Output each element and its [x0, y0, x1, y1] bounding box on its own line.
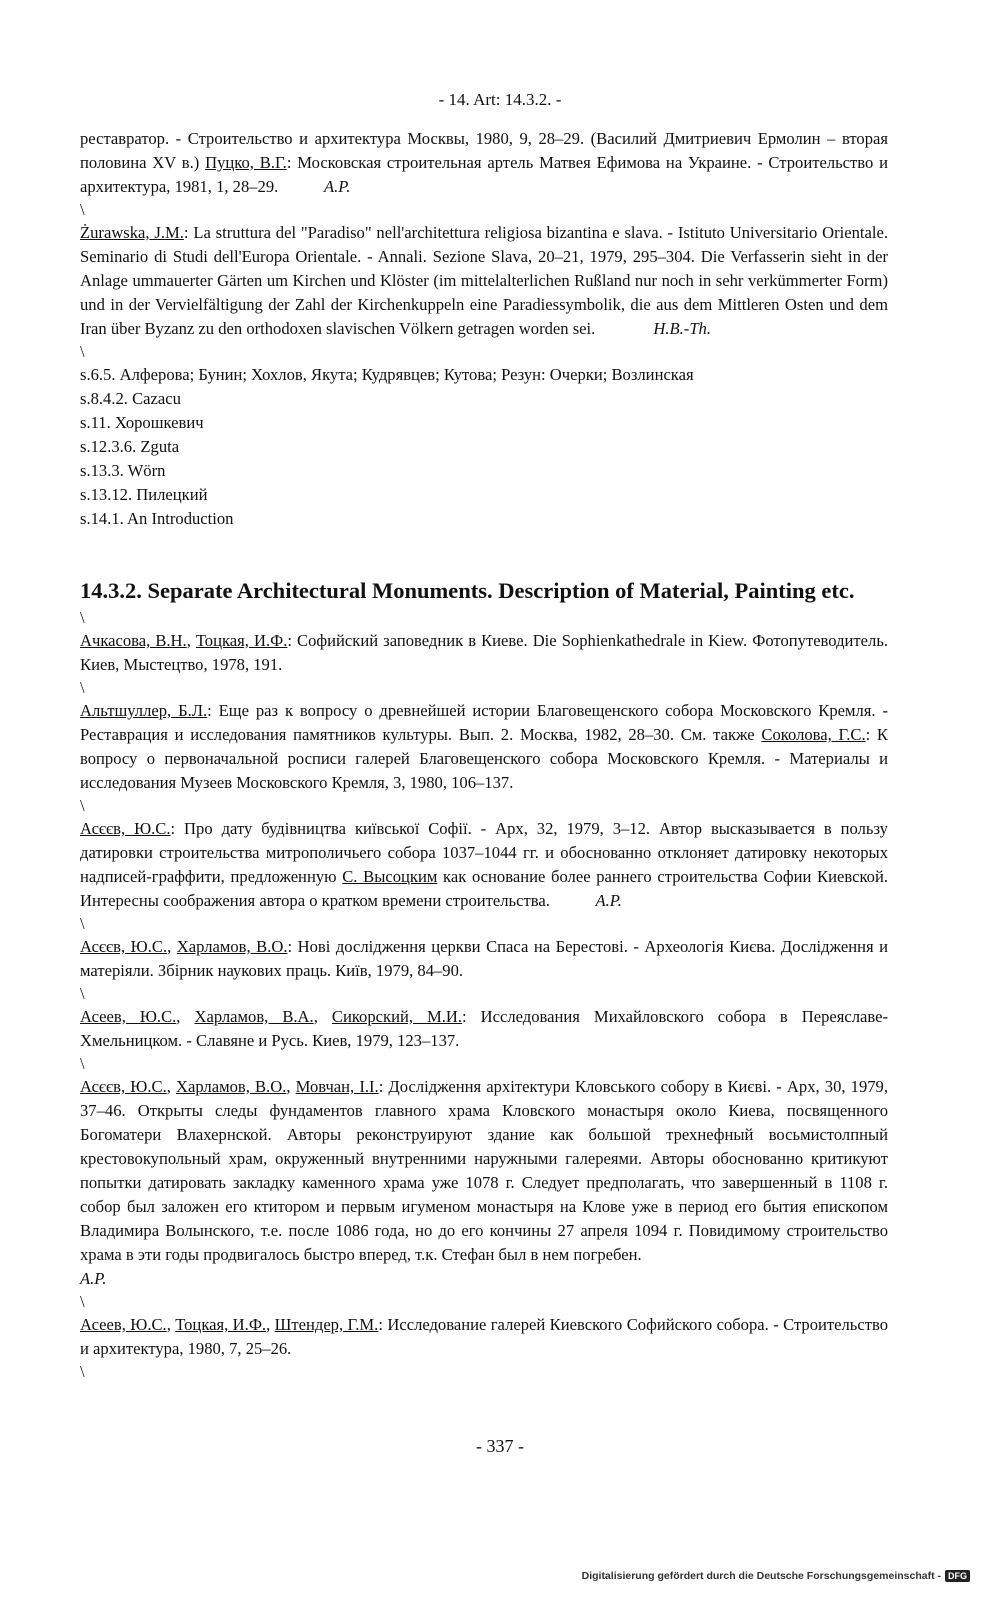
- entry-text: : Софийский заповедник в Киеве. Die Sophienkathedrale in Kiew. Фотопутеводитель. Киев, Мыстецтво, 1978, 191.: [80, 631, 889, 674]
- author-name: Асєєв, Ю.С.: [80, 937, 168, 956]
- entry: [80, 935, 888, 983]
- section-heading: 14.3.2. Separate Architectural Monuments. Description of Material, Painting etc.: [80, 578, 855, 603]
- entry-text: : Московская строительная артель Матвея Ефимова на Украине. - Строительство и архитектура, 1981, 1, 28–29.: [80, 153, 888, 196]
- author-name: Мовчан, І.І.: [295, 1077, 379, 1096]
- author-name: Сикорский, М.И.: [331, 1007, 463, 1026]
- entry-text: как основание более раннего строительства Софии Киевской. Интересны соображения автора о кратком времени строительства.: [80, 867, 889, 910]
- entry: [80, 1313, 888, 1361]
- author-name: Тоцкая, И.Ф.: [195, 631, 288, 650]
- entry-text: : К вопросу о первоначальной росписи галерей Благовещенского собора Московского Кремля. - Материалы и исследования Музеев Московского Кремля, 3, 1980, 106–137.: [80, 725, 889, 792]
- punctuation: ,: [313, 1007, 332, 1026]
- entry-text: : Исследование галерей Киевского Софийского собора. - Строительство и архитектура, 1980, 7, 25–26.: [80, 1315, 889, 1358]
- reviewer-initials: H.B.-Th.: [653, 319, 712, 338]
- credit-text: Digitalisierung gefördert durch die Deutsche Forschungsgemeinschaft -: [581, 1570, 941, 1582]
- entry-separator: \: [80, 984, 85, 1003]
- reviewer-initials: A.P.: [595, 891, 622, 910]
- entry: [80, 817, 888, 913]
- digitization-credit: [582, 1570, 970, 1582]
- see-also-list: [80, 363, 888, 531]
- punctuation: ,: [286, 1077, 296, 1096]
- author-name: Тоцкая, И.Ф.: [175, 1315, 267, 1334]
- entry-continuation: [80, 127, 888, 199]
- punctuation: ,: [176, 1007, 195, 1026]
- punctuation: ,: [186, 631, 196, 650]
- entry: [80, 221, 888, 341]
- author-name: Асеев, Ю.С.: [80, 1315, 167, 1334]
- page-number: - 337 -: [476, 1436, 524, 1456]
- entry: [80, 1005, 888, 1053]
- running-header: - 14. Art: 14.3.2. -: [438, 90, 562, 109]
- entry-text: : Дослідження архітектури Кловського собору в Києві. - Арх, 30, 1979, 37–46. Открыты следы фундаментов главного храма Кловского монастыря около Киева, посвященного Богоматери Влахернской. Авторы реконструируют здание как большой трехнефный восьмистолпный крестовокупольный храм, окруженный внутренними наружными галереями. Авторы обоснованно критикуют попытки датировать закладку каменного храма уже 1078 г. Следует предполагать, что завершенный в 1108 г. собор был заложен его ктитором и первым игуменом монастыря на Клове уже в период его бытия епископом Владимира Волынского, т.е. после 1086 года, но до его кончины 27 апреля 1094 г. Повидимому строительство храма в эти годы продвигалось быстро вперед, т.к. Стефан был в нем погребен.: [80, 1077, 888, 1264]
- author-name: Штендер, Г.М.: [274, 1315, 379, 1334]
- entry-separator: \: [80, 342, 85, 361]
- entry-text: : La struttura del "Paradiso" nell'architettura religiosa bizantina e slava. - Istituto Universitario Orientale. Seminario di Studi dell'Europa Orientale. - Annali. Sezione Slava, 20–21, 1979, 295–304. Die Verfasserin sieht in der Anlage ummauerter Gärten um Kirchen und Klöster (im mittelalterlichen Rußland nur noch in sehr verkümmerter Form) und in der Vervielfältigung der Zahl der Kirchenkuppeln eine Paradiessymbolik, die aus dem Mittleren Osten und dem Iran über Byzanz zu den orthodoxen slavischen Völkern getragen worden sei.: [80, 223, 888, 338]
- entry-separator: \: [80, 678, 85, 697]
- dfg-logo-icon: DFG: [945, 1570, 970, 1582]
- author-name: Асєєв, Ю.С.: [80, 1077, 167, 1096]
- entry-text: : Исследования Михайловского собора в Переяславе-Хмельницком. - Славяне и Русь. Киев, 1979, 123–137.: [80, 1007, 889, 1050]
- entry: [80, 1075, 888, 1291]
- entry-separator: \: [80, 796, 85, 815]
- punctuation: ,: [166, 1077, 176, 1096]
- entry-separator: \: [80, 1292, 85, 1311]
- entry: [80, 629, 888, 677]
- reviewer-initials: A.P.: [323, 177, 351, 196]
- entry-text: реставратор. - Строительство и архитектура Москвы, 1980, 9, 28–29. (Василий Дмитриевич Ермолин – вторая половина XV в.): [80, 129, 888, 172]
- author-name: Харламов, В.О.: [176, 937, 288, 956]
- entry-separator: \: [80, 608, 85, 627]
- author-name: Пуцко, В.Г.: [205, 153, 287, 172]
- entry-separator: \: [80, 200, 85, 219]
- author-name: Асеев, Ю.С.: [80, 1007, 177, 1026]
- punctuation: ,: [167, 937, 177, 956]
- see-also-item: s.13.3. Wörn: [80, 461, 166, 480]
- author-name: Żurawska, J.M.: [80, 223, 184, 242]
- see-also-item: s.14.1. An Introduction: [80, 509, 234, 528]
- entry-separator: \: [80, 1054, 85, 1073]
- bibliography-body: [80, 127, 888, 1383]
- author-name: Асєєв, Ю.С.: [80, 819, 171, 838]
- author-name: Ачкасова, В.Н.: [80, 631, 187, 650]
- reviewer-initials: A.P.: [80, 1269, 107, 1288]
- entry-separator: \: [80, 914, 85, 933]
- punctuation: ,: [166, 1315, 176, 1334]
- see-also-item: s.13.12. Пилецкий: [80, 485, 208, 504]
- entry-text: : Еще раз к вопросу о древнейшей истории Благовещенского собора Московского Кремля. - Реставрация и исследования памятников культуры. Вып. 2. Москва, 1982, 28–30. См. также: [80, 701, 888, 744]
- entry: [80, 699, 888, 795]
- entry-text: : Про дату будівництва київської Софії. - Арх, 32, 1979, 3–12. Автор высказывается в пользу датировки строительства митрополичьего собора 1037–1044 гг. и обоснованно отклоняет датировку некоторых надписей-граффити, предложенную: [80, 819, 888, 886]
- author-name: Соколова, Г.С.: [761, 725, 866, 744]
- see-also-item: s.11. Хорошкевич: [80, 413, 204, 432]
- see-also-item: s.8.4.2. Cazacu: [80, 389, 181, 408]
- author-name: С. Высоцким: [342, 867, 438, 886]
- author-name: Альтшуллер, Б.Л.: [80, 701, 208, 720]
- see-also-item: s.6.5. Алферова; Бунин; Хохлов, Якута; Кудрявцев; Кутова; Резун: Очерки; Возлинская: [80, 365, 694, 384]
- author-name: Харламов, В.А.: [194, 1007, 314, 1026]
- entry-text: : Нові дослідження церкви Спаса на Берестові. - Археологія Києва. Дослідження и матеріяли. Збірник наукових праць. Київ, 1979, 84–90.: [80, 937, 889, 980]
- punctuation: ,: [266, 1315, 275, 1334]
- entry-separator: \: [80, 1362, 85, 1381]
- author-name: Харламов, В.О.: [176, 1077, 287, 1096]
- see-also-item: s.12.3.6. Zguta: [80, 437, 180, 456]
